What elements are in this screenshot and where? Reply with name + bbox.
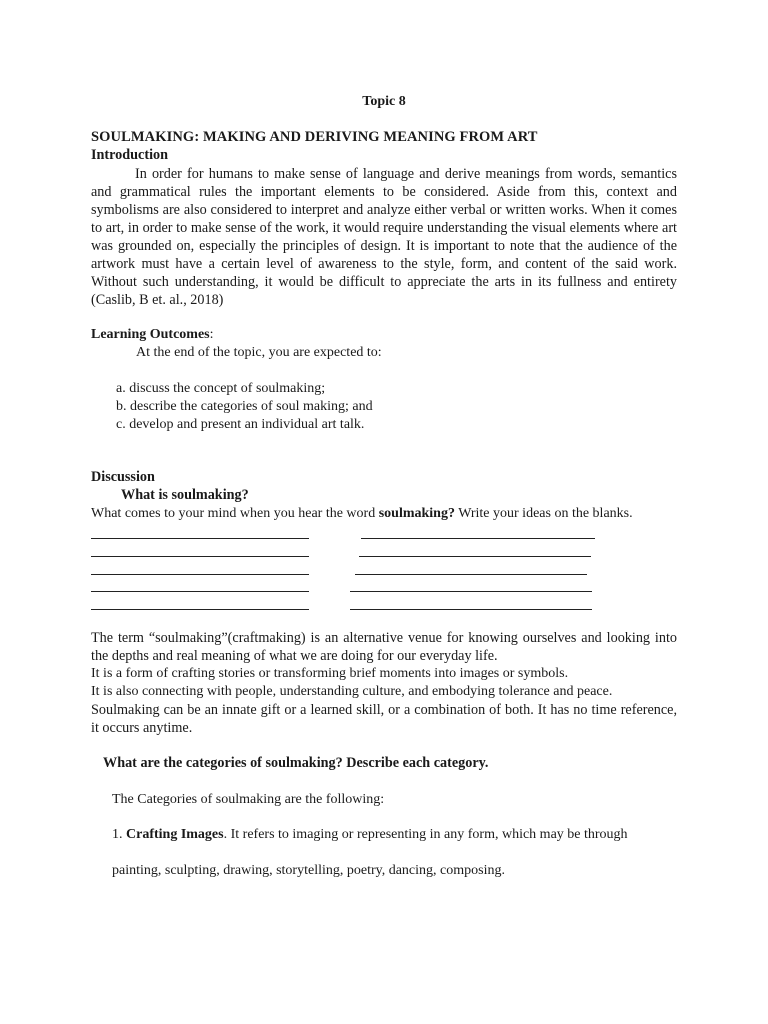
answer-blank[interactable] <box>359 556 591 557</box>
document-title: SOULMAKING: MAKING AND DERIVING MEANING FROM ART <box>91 129 538 145</box>
categories-intro: The Categories of soulmaking are the following: <box>112 792 385 807</box>
prompt-keyword: soulmaking? <box>378 506 455 521</box>
answer-blank[interactable] <box>91 556 309 557</box>
categories-question: What are the categories of soulmaking? Describe each category. <box>103 755 489 771</box>
definition-line-2: It is a form of crafting stories or transforming brief moments into images or symbols. <box>91 666 569 681</box>
category-description: . It refers to imaging or representing in any form, which may be through <box>223 827 628 842</box>
learning-outcomes-heading <box>91 326 214 344</box>
learning-outcomes-title: Learning Outcomes <box>91 327 210 342</box>
definition-line-4: Soulmaking can be an innate gift or a learned skill, or a combination of both. It has no time reference, it occurs anytime. <box>91 702 677 736</box>
category-item-1-line-1 <box>112 826 628 844</box>
learning-outcomes-intro: At the end of the topic, you are expected to: <box>136 345 382 360</box>
answer-blank[interactable] <box>91 538 309 539</box>
answer-blank[interactable] <box>91 574 309 575</box>
topic-label: Topic 8 <box>362 94 406 109</box>
answer-blank[interactable] <box>91 591 309 592</box>
learning-outcome-c: c. develop and present an individual art talk. <box>116 417 365 432</box>
what-is-soulmaking-question: What is soulmaking? <box>121 487 249 503</box>
prompt-text-end: Write your ideas on the blanks. <box>454 506 633 521</box>
category-number: 1. <box>112 827 126 842</box>
introduction-text: In order for humans to make sense of language and derive meanings from words, semantics and grammatical rules the important elements to be considered. Aside from this, context and symbolisms are also considered to interpret and analyze either verbal or written works. When it comes to art, in order to make sense of the work, it would require understanding the visual elements where art was grounded on, especially the principles of design. It is important to note that the audience of the artwork must have a certain level of awareness to the style, form, and content of the said work. Without such understanding, it would be difficult to appreciate the arts in its fullness and entirety (Caslib, B et. al., 2018) <box>91 166 677 308</box>
discussion-prompt <box>91 505 633 523</box>
introduction-paragraph <box>91 165 677 309</box>
answer-blank[interactable] <box>355 574 587 575</box>
answer-blank[interactable] <box>350 609 592 610</box>
discussion-heading: Discussion <box>91 469 155 485</box>
learning-outcome-a: a. discuss the concept of soulmaking; <box>116 381 326 396</box>
category-item-1-line-2: painting, sculpting, drawing, storytelling, poetry, dancing, composing. <box>112 863 505 878</box>
learning-outcome-b: b. describe the categories of soul making; and <box>116 399 373 414</box>
answer-blank[interactable] <box>361 538 595 539</box>
category-title: Crafting Images <box>126 827 224 842</box>
definition-line-1: The term “soulmaking”(craftmaking) is an alternative venue for knowing ourselves and looking into the depths and real meaning of what we are doing for our everyday life. <box>91 630 677 664</box>
answer-blank[interactable] <box>350 591 592 592</box>
learning-outcomes-colon: : <box>209 327 214 342</box>
answer-blank[interactable] <box>91 609 309 610</box>
introduction-heading: Introduction <box>91 147 168 163</box>
definition-line-3: It is also connecting with people, understanding culture, and embodying tolerance and peace. <box>91 684 613 699</box>
prompt-text-start: What comes to your mind when you hear the word <box>91 506 379 521</box>
